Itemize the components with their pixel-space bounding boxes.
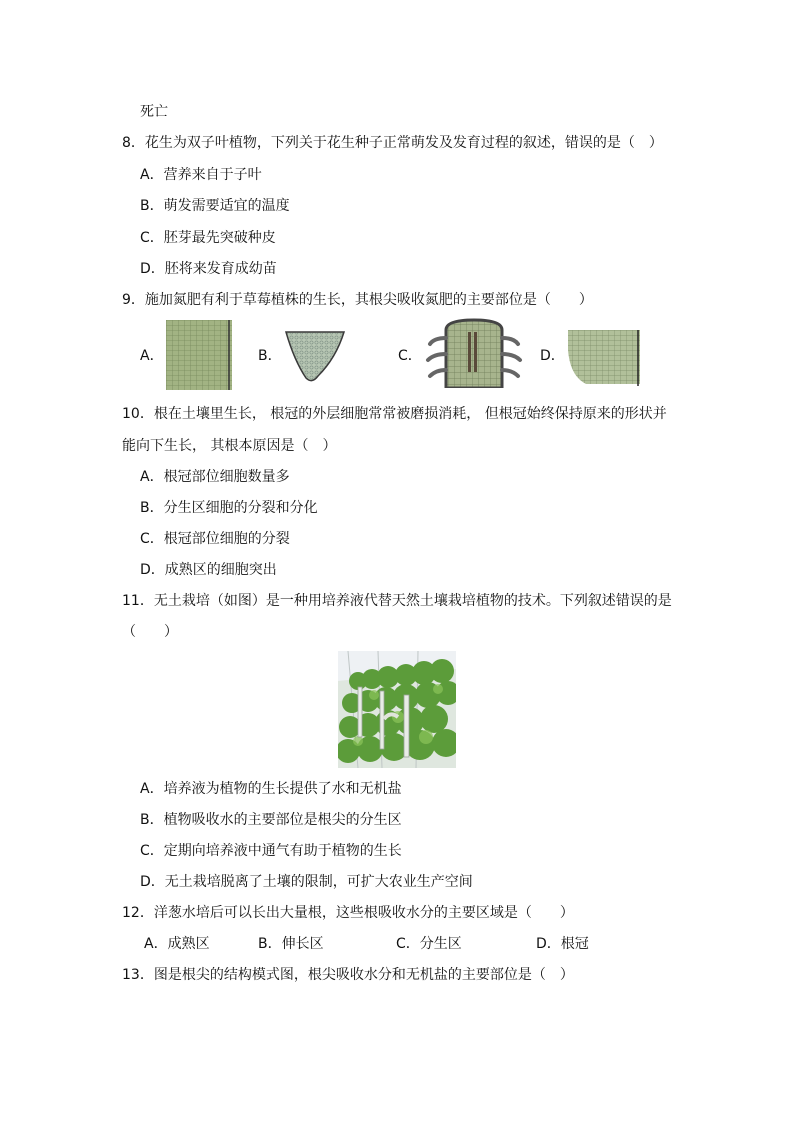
root-tissue-image-b (284, 330, 346, 384)
root-tissue-image-a (166, 320, 232, 390)
question-9-option-a[interactable]: A． (140, 348, 164, 364)
hydroponics-photo (338, 651, 456, 768)
question-12-option-d[interactable]: D．根冠 (536, 936, 589, 952)
root-tissue-image-c (424, 318, 524, 388)
continued-text: 死亡 (140, 104, 168, 120)
question-8-option-c[interactable]: C．胚芽最先突破种皮 (140, 230, 276, 246)
question-8-option-d[interactable]: D．胚将来发育成幼苗 (140, 261, 277, 277)
question-12-stem: 12．洋葱水培后可以长出大量根，这些根吸收水分的主要区域是（ ） (122, 905, 574, 921)
question-12-option-b[interactable]: B．伸长区 (258, 936, 324, 952)
question-8-option-a[interactable]: A．营养来自于子叶 (140, 167, 262, 183)
question-11-option-b[interactable]: B．植物吸收水的主要部位是根尖的分生区 (140, 812, 402, 828)
question-11-stem-line2: （ ） (122, 624, 178, 640)
question-12-option-a[interactable]: A．成熟区 (144, 936, 210, 952)
question-9-stem: 9．施加氮肥有利于草莓植株的生长，其根尖吸收氮肥的主要部位是（ ） (122, 292, 593, 308)
question-8-option-b[interactable]: B．萌发需要适宜的温度 (140, 198, 290, 214)
root-tissue-image-d (566, 330, 642, 386)
question-11-option-d[interactable]: D．无土栽培脱离了土壤的限制，可扩大农业生产空间 (140, 874, 473, 890)
question-12-option-c[interactable]: C．分生区 (396, 936, 462, 952)
question-10-stem-line1: 10．根在土壤里生长， 根冠的外层细胞常常被磨损消耗， 但根冠始终保持原来的形状并 (122, 406, 667, 422)
question-10-stem-line2: 能向下生长， 其根本原因是（ ） (122, 438, 337, 454)
question-13-stem: 13．图是根尖的结构模式图，根尖吸收水分和无机盐的主要部位是（ ） (122, 967, 574, 983)
question-9-option-d[interactable]: D． (540, 348, 565, 364)
question-9-option-c[interactable]: C． (398, 348, 422, 364)
question-11-option-a[interactable]: A．培养液为植物的生长提供了水和无机盐 (140, 781, 402, 797)
question-8-stem: 8．花生为双子叶植物，下列关于花生种子正常萌发及发育过程的叙述，错误的是（ ） (122, 135, 663, 151)
question-10-option-a[interactable]: A．根冠部位细胞数量多 (140, 469, 290, 485)
question-11-option-c[interactable]: C．定期向培养液中通气有助于植物的生长 (140, 843, 402, 859)
question-11-stem-line1: 11．无土栽培（如图）是一种用培养液代替天然土壤栽培植物的技术。下列叙述错误的是 (122, 593, 672, 609)
question-9-option-b[interactable]: B． (258, 348, 282, 364)
question-10-option-d[interactable]: D．成熟区的细胞突出 (140, 562, 277, 578)
question-10-option-c[interactable]: C．根冠部位细胞的分裂 (140, 531, 290, 547)
question-10-option-b[interactable]: B．分生区细胞的分裂和分化 (140, 500, 318, 516)
